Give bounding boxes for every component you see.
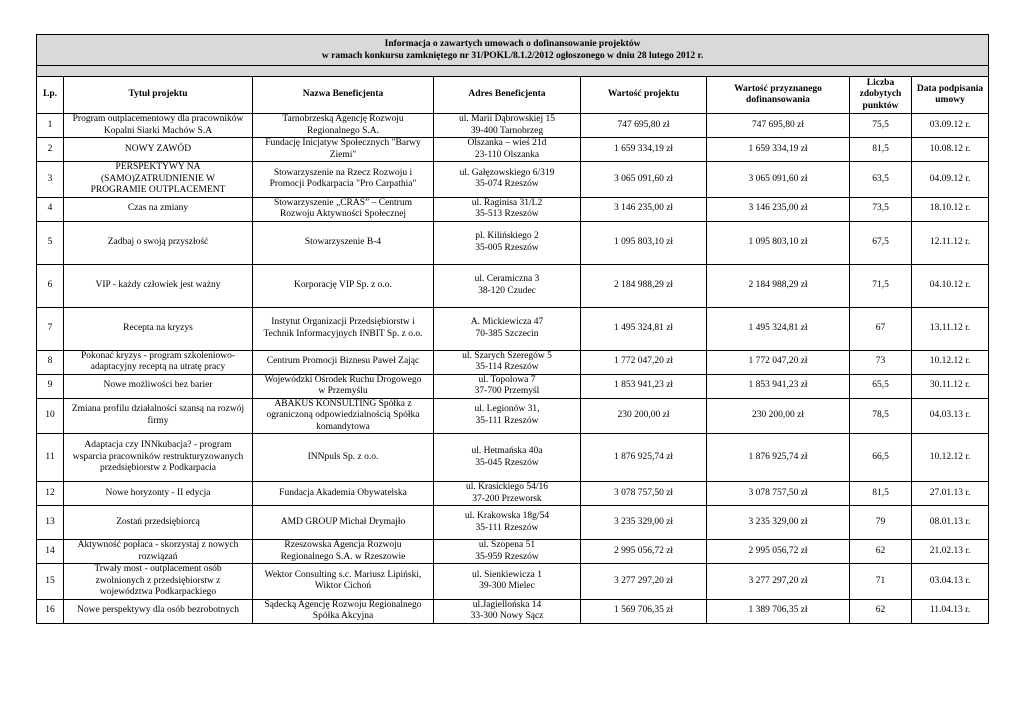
cell-line: ul. Legionów 31, — [474, 404, 540, 415]
cell-adres — [434, 221, 581, 264]
cell-adres — [434, 599, 581, 623]
cell-tytul — [64, 138, 253, 162]
cell-punkty: 81,5 — [850, 138, 912, 162]
cell-line: ul. Hetmańska 40a — [471, 446, 543, 456]
cell-data: 13.11.12 r. — [912, 307, 989, 350]
cell-data: 18.10.12 r. — [912, 197, 989, 221]
cell-punkty: 78,5 — [850, 398, 912, 434]
cell-line: Rzeszowska Agencja Rozwoju — [284, 540, 402, 550]
cell-dofinansowanie: 2 995 056,72 zł — [707, 540, 850, 564]
cell-line: Recepta na kryzys — [123, 322, 193, 333]
cell-line: Wartość przyznanego — [734, 83, 822, 94]
header-wartosc — [581, 77, 707, 114]
document-title — [37, 35, 989, 66]
cell-dofinansowanie: 1 876 925,74 zł — [707, 434, 850, 482]
cell-lp: 15 — [37, 564, 64, 600]
cell-line: komandytowa — [316, 421, 370, 432]
table-row — [37, 138, 989, 162]
cell-line: 35-111 Rzeszów — [475, 415, 539, 426]
cell-wartosc: 3 277 297,20 zł — [581, 564, 707, 600]
cell-nazwa — [253, 114, 434, 138]
cell-dofinansowanie: 1 389 706,35 zł — [707, 599, 850, 623]
cell-data: 11.04.13 r. — [912, 599, 989, 623]
header-lp — [37, 77, 64, 114]
cell-wartosc: 1 495 324,81 zł — [581, 307, 707, 350]
cell-data: 04.09.12 r. — [912, 162, 989, 198]
cell-adres — [434, 350, 581, 374]
cell-line: ul. Sienkiewicza 1 — [472, 569, 542, 580]
cell-data: 10.08.12 r. — [912, 138, 989, 162]
cell-line: 35-959 Rzeszów — [475, 551, 539, 562]
cell-data: 04.03.13 r. — [912, 398, 989, 434]
cell-wartosc: 2 184 988,29 zł — [581, 264, 707, 307]
cell-nazwa — [253, 564, 434, 600]
cell-line: 38-120 Czudec — [478, 285, 536, 296]
cell-data: 04.10.12 r. — [912, 264, 989, 307]
cell-wartosc: 3 065 091,60 zł — [581, 162, 707, 198]
cell-tytul — [64, 482, 253, 506]
cell-line: przedsiębiorstw z Podkarpacia — [99, 463, 217, 474]
cell-tytul — [64, 506, 253, 540]
header-tytul — [64, 77, 253, 114]
cell-nazwa — [253, 398, 434, 434]
cell-line: Fundację Inicjatyw Społecznych "Barwy — [265, 138, 421, 148]
cell-dofinansowanie: 1 772 047,20 zł — [707, 350, 850, 374]
cell-tytul — [64, 374, 253, 398]
cell-data: 08.01.13 r. — [912, 506, 989, 540]
cell-line: Technik Informacyjnych INBIT Sp. z o.o. — [263, 328, 423, 339]
cell-line: Wiktor Cichoń — [314, 581, 372, 592]
cell-line: Instytut Organizacji Przedsiębiorstw i — [271, 317, 415, 327]
cell-line: Rozwoju Aktywności Społecznej — [279, 209, 407, 219]
cell-line: Trwały most - outplacement osób — [94, 564, 222, 574]
cell-adres — [434, 482, 581, 506]
cell-lp: 2 — [37, 138, 64, 162]
table-row — [37, 599, 989, 623]
table-row — [37, 564, 989, 600]
cell-line: Regionalnego S.A. — [306, 125, 380, 136]
cell-line: Liczba — [866, 77, 895, 88]
cell-line: Nowe perspektywy dla osób bezrobotnych — [77, 605, 239, 616]
cell-nazwa — [253, 264, 434, 307]
cell-punkty: 62 — [850, 599, 912, 623]
cell-punkty: 71 — [850, 564, 912, 600]
cell-tytul — [64, 221, 253, 264]
cell-adres — [434, 398, 581, 434]
cell-lp: 8 — [37, 350, 64, 374]
cell-data: 30.11.12 r. — [912, 374, 989, 398]
cell-wartosc: 1 772 047,20 zł — [581, 350, 707, 374]
cell-line: Kopalni Siarki Machów S.A — [103, 125, 213, 136]
cell-punkty: 66,5 — [850, 434, 912, 482]
cell-data: 10.12.12 r. — [912, 434, 989, 482]
cell-line: Nowe horyzonty - II edycja — [105, 487, 211, 498]
cell-line: INNpuls Sp. z o.o. — [307, 451, 379, 462]
cell-adres — [434, 307, 581, 350]
cell-line: Fundacja Akademia Obywatelska — [279, 487, 407, 498]
cell-line: NOWY ZAWÓD — [124, 143, 192, 154]
cell-nazwa — [253, 434, 434, 482]
cell-wartosc: 1 095 803,10 zł — [581, 221, 707, 264]
cell-nazwa — [253, 350, 434, 374]
cell-wartosc: 3 078 757,50 zł — [581, 482, 707, 506]
cell-line: ul. Krakowska 18g/54 — [464, 511, 550, 521]
header-dofinansowanie — [707, 77, 850, 114]
table-row — [37, 434, 989, 482]
cell-punkty: 79 — [850, 506, 912, 540]
cell-punkty: 67,5 — [850, 221, 912, 264]
cell-line: 35-005 Rzeszów — [475, 242, 539, 253]
cell-tytul — [64, 350, 253, 374]
cell-line: 35-114 Rzeszów — [475, 362, 539, 372]
cell-line: 23-110 Olszanka — [474, 149, 540, 160]
cell-lp: 6 — [37, 264, 64, 307]
cell-line: Wektor Consulting s.c. Mariusz Lipiński, — [264, 569, 422, 580]
cell-line: Zostań przedsiębiorcą — [116, 516, 200, 527]
table-row — [37, 307, 989, 350]
cell-line: Nazwa Beneficjenta — [302, 89, 384, 100]
header-adres — [434, 77, 581, 114]
cell-line: Stowarzyszenie „CRAS” – Centrum — [274, 197, 412, 208]
cell-lp: 1 — [37, 114, 64, 138]
cell-line: Zadbaj o swoją przyszłość — [107, 236, 209, 247]
cell-lp: 10 — [37, 398, 64, 434]
cell-tytul — [64, 264, 253, 307]
table-row — [37, 350, 989, 374]
cell-lp: 11 — [37, 434, 64, 482]
cell-line: Wartość projektu — [607, 89, 680, 100]
title-row — [37, 35, 989, 66]
cell-line: punktów — [862, 100, 899, 111]
cell-line: ograniczoną odpowiedzialnością Spółka — [266, 410, 420, 420]
cell-line: ul. Ceramiczna 3 — [474, 274, 540, 284]
cell-line: 37-700 Przemyśl — [474, 386, 540, 396]
cell-line: AMD GROUP Michał Drymajło — [280, 516, 406, 527]
cell-line: Tarnobrzeską Agencję Rozwoju — [282, 114, 404, 124]
cell-line: Korporację VIP Sp. z o.o. — [294, 279, 392, 290]
table-row — [37, 506, 989, 540]
cell-line: Tytuł projektu — [128, 89, 188, 100]
cell-nazwa — [253, 221, 434, 264]
table-row — [37, 162, 989, 198]
cell-nazwa — [253, 599, 434, 623]
cell-punkty: 67 — [850, 307, 912, 350]
cell-line: ul. Gałęzowskiego 6/319 — [459, 167, 555, 178]
cell-punkty: 71,5 — [850, 264, 912, 307]
cell-line: Aktywność popłaca - skorzystaj z nowych — [77, 540, 239, 550]
cell-tytul — [64, 599, 253, 623]
cell-line: 37-200 Przeworsk — [472, 493, 542, 504]
cell-line: PERSPEKTYWY NA — [115, 162, 201, 172]
cell-wartosc: 747 695,80 zł — [581, 114, 707, 138]
cell-line: 35-513 Rzeszów — [475, 209, 539, 219]
cell-line: Olszanka – wieś 21d — [467, 138, 547, 148]
cell-line: pl. Kilińskiego 2 — [475, 231, 539, 241]
cell-line: ul. Topolowa 7 — [478, 374, 536, 385]
cell-tytul — [64, 434, 253, 482]
cell-line: 39-300 Mielec — [479, 581, 535, 592]
cell-data: 03.04.13 r. — [912, 564, 989, 600]
cell-line: 35-111 Rzeszów — [475, 522, 539, 533]
cell-nazwa — [253, 197, 434, 221]
cell-line: 33-300 Nowy Sącz — [470, 611, 544, 621]
cell-line: wsparcia pracowników restrukturyzowanych — [72, 451, 244, 462]
cell-punkty: 63,5 — [850, 162, 912, 198]
cell-tytul — [64, 307, 253, 350]
title-line-2: w ramach konkursu zamkniętego nr 31/POKL/8.1.2/2012 ogłoszonego w dniu 28 lutego 2012 r. — [321, 51, 704, 61]
cell-line: zwolnionych z przedsiębiorstw z — [95, 575, 221, 586]
cell-line: Adres Beneficjenta — [468, 89, 546, 100]
cell-adres — [434, 374, 581, 398]
cell-lp: 3 — [37, 162, 64, 198]
cell-tytul — [64, 197, 253, 221]
cell-line: Regionalnego S.A. w Rzeszowie — [280, 551, 406, 562]
cell-line: PROGRAMIE OUTPLACEMENT — [90, 185, 226, 195]
cell-line: województwa Podkarpackiego — [99, 587, 217, 597]
cell-tytul — [64, 114, 253, 138]
cell-wartosc: 1 659 334,19 zł — [581, 138, 707, 162]
cell-line: ABAKUS KONSULTING Spółka z — [274, 398, 412, 409]
cell-adres — [434, 162, 581, 198]
cell-line: Stowarzyszenie na Rzecz Rozwoju i — [273, 167, 413, 178]
header-nazwa — [253, 77, 434, 114]
cell-line: ul. Szopena 51 — [478, 540, 536, 550]
cell-dofinansowanie: 747 695,80 zł — [707, 114, 850, 138]
cell-line: 35-045 Rzeszów — [475, 457, 539, 468]
cell-nazwa — [253, 138, 434, 162]
header-punkty — [850, 77, 912, 114]
cell-wartosc: 1 876 925,74 zł — [581, 434, 707, 482]
cell-wartosc: 3 235 329,00 zł — [581, 506, 707, 540]
cell-punkty: 73 — [850, 350, 912, 374]
cell-line: Ziemi" — [329, 149, 357, 160]
cell-tytul — [64, 162, 253, 198]
cell-punkty: 73,5 — [850, 197, 912, 221]
cell-nazwa — [253, 482, 434, 506]
cell-adres — [434, 506, 581, 540]
cell-line: Czas na zmiany — [127, 203, 189, 214]
cell-lp: 5 — [37, 221, 64, 264]
cell-line: Data podpisania — [916, 83, 984, 94]
table-row — [37, 482, 989, 506]
cell-nazwa — [253, 307, 434, 350]
cell-wartosc: 3 146 235,00 zł — [581, 197, 707, 221]
table-row — [37, 398, 989, 434]
cell-dofinansowanie: 3 078 757,50 zł — [707, 482, 850, 506]
cell-lp: 12 — [37, 482, 64, 506]
cell-line: 35-074 Rzeszów — [475, 179, 539, 190]
table-row — [37, 264, 989, 307]
cell-line: ul.Jagiellońska 14 — [472, 599, 542, 610]
cell-nazwa — [253, 540, 434, 564]
cell-wartosc: 230 200,00 zł — [581, 398, 707, 434]
cell-data: 27.01.13 r. — [912, 482, 989, 506]
cell-nazwa — [253, 506, 434, 540]
cell-line: Stowarzyszenie B-4 — [304, 236, 382, 247]
cell-line: adaptacyjny receptą na utratę pracy — [90, 362, 226, 372]
cell-data: 12.11.12 r. — [912, 221, 989, 264]
cell-line: Zmiana profilu działalności szansą na rozwój — [71, 404, 245, 415]
cell-dofinansowanie: 3 277 297,20 zł — [707, 564, 850, 600]
cell-punkty: 65,5 — [850, 374, 912, 398]
cell-lp: 7 — [37, 307, 64, 350]
cell-line: Wojewódzki Ośrodek Ruchu Drogowego — [264, 374, 422, 385]
cell-data: 10.12.12 r. — [912, 350, 989, 374]
cell-line: 70-385 Szczecin — [475, 328, 539, 339]
table-row — [37, 114, 989, 138]
cell-adres — [434, 564, 581, 600]
cell-line: ul. Krasickiego 54/16 — [465, 482, 549, 492]
cell-adres — [434, 114, 581, 138]
cell-line: ul. Raginisa 31/L2 — [471, 197, 543, 208]
cell-data: 21.02.13 r. — [912, 540, 989, 564]
cell-line: Nowe możliwości bez barier — [103, 380, 213, 391]
table-row — [37, 197, 989, 221]
cell-line: Centrum Promocji Biznesu Paweł Zając — [266, 356, 420, 367]
cell-line: zdobytych — [859, 89, 902, 100]
cell-wartosc: 1 853 941,23 zł — [581, 374, 707, 398]
cell-tytul — [64, 540, 253, 564]
title-line-1: Informacja o zawartych umowach o dofinansowanie projektów — [384, 39, 641, 49]
cell-lp: 16 — [37, 599, 64, 623]
spacer-cell — [37, 66, 989, 77]
cell-line: 39-400 Tarnobrzeg — [470, 125, 544, 136]
header-data — [912, 77, 989, 114]
cell-dofinansowanie: 1 853 941,23 zł — [707, 374, 850, 398]
cell-line: Promocji Podkarpacia "Pro Carpathia" — [269, 179, 417, 190]
cell-adres — [434, 434, 581, 482]
table-row — [37, 221, 989, 264]
cell-data: 03.09.12 r. — [912, 114, 989, 138]
cell-adres — [434, 197, 581, 221]
table-row — [37, 540, 989, 564]
contracts-table — [36, 34, 989, 624]
cell-line: rozwiązań — [138, 551, 178, 562]
spacer-row — [37, 66, 989, 77]
cell-line: umowy — [935, 95, 965, 105]
cell-adres — [434, 540, 581, 564]
cell-lp: 9 — [37, 374, 64, 398]
cell-line: Lp. — [43, 89, 57, 100]
cell-wartosc: 2 995 056,72 zł — [581, 540, 707, 564]
cell-line: Adaptacja czy INNkubacja? - program — [84, 440, 232, 451]
cell-line: A. Mickiewicza 47 — [470, 317, 544, 327]
cell-line: VIP - każdy człowiek jest ważny — [95, 279, 221, 290]
cell-line: Program outplacementowy dla pracowników — [72, 114, 244, 124]
cell-dofinansowanie: 1 095 803,10 zł — [707, 221, 850, 264]
cell-dofinansowanie: 3 146 235,00 zł — [707, 197, 850, 221]
cell-line: dofinansowania — [746, 95, 810, 105]
table-row — [37, 374, 989, 398]
cell-dofinansowanie: 1 495 324,81 zł — [707, 307, 850, 350]
cell-punkty: 75,5 — [850, 114, 912, 138]
cell-adres — [434, 264, 581, 307]
cell-dofinansowanie: 1 659 334,19 zł — [707, 138, 850, 162]
header-row — [37, 77, 989, 114]
cell-dofinansowanie: 230 200,00 zł — [707, 398, 850, 434]
cell-nazwa — [253, 162, 434, 198]
cell-punkty: 62 — [850, 540, 912, 564]
cell-line: ul. Szarych Szeregów 5 — [462, 350, 552, 361]
cell-line: (SAMO)ZATRUDNIENIE W — [100, 173, 216, 184]
cell-tytul — [64, 398, 253, 434]
cell-line: Sądecką Agencję Rozwoju Regionalnego — [264, 599, 422, 610]
cell-lp: 14 — [37, 540, 64, 564]
cell-dofinansowanie: 2 184 988,29 zł — [707, 264, 850, 307]
cell-punkty: 81,5 — [850, 482, 912, 506]
cell-tytul — [64, 564, 253, 600]
cell-adres — [434, 138, 581, 162]
cell-wartosc: 1 569 706,35 zł — [581, 599, 707, 623]
cell-lp: 13 — [37, 506, 64, 540]
cell-line: firmy — [147, 415, 169, 426]
cell-dofinansowanie: 3 065 091,60 zł — [707, 162, 850, 198]
cell-dofinansowanie: 3 235 329,00 zł — [707, 506, 850, 540]
cell-lp: 4 — [37, 197, 64, 221]
cell-line: w Przemyślu — [318, 386, 368, 396]
cell-line: Spółka Akcyjna — [312, 611, 374, 621]
cell-line: ul. Marii Dąbrowskiej 15 — [458, 114, 556, 124]
cell-line: Pokonać kryzys - program szkoleniowo- — [80, 350, 236, 361]
cell-nazwa — [253, 374, 434, 398]
